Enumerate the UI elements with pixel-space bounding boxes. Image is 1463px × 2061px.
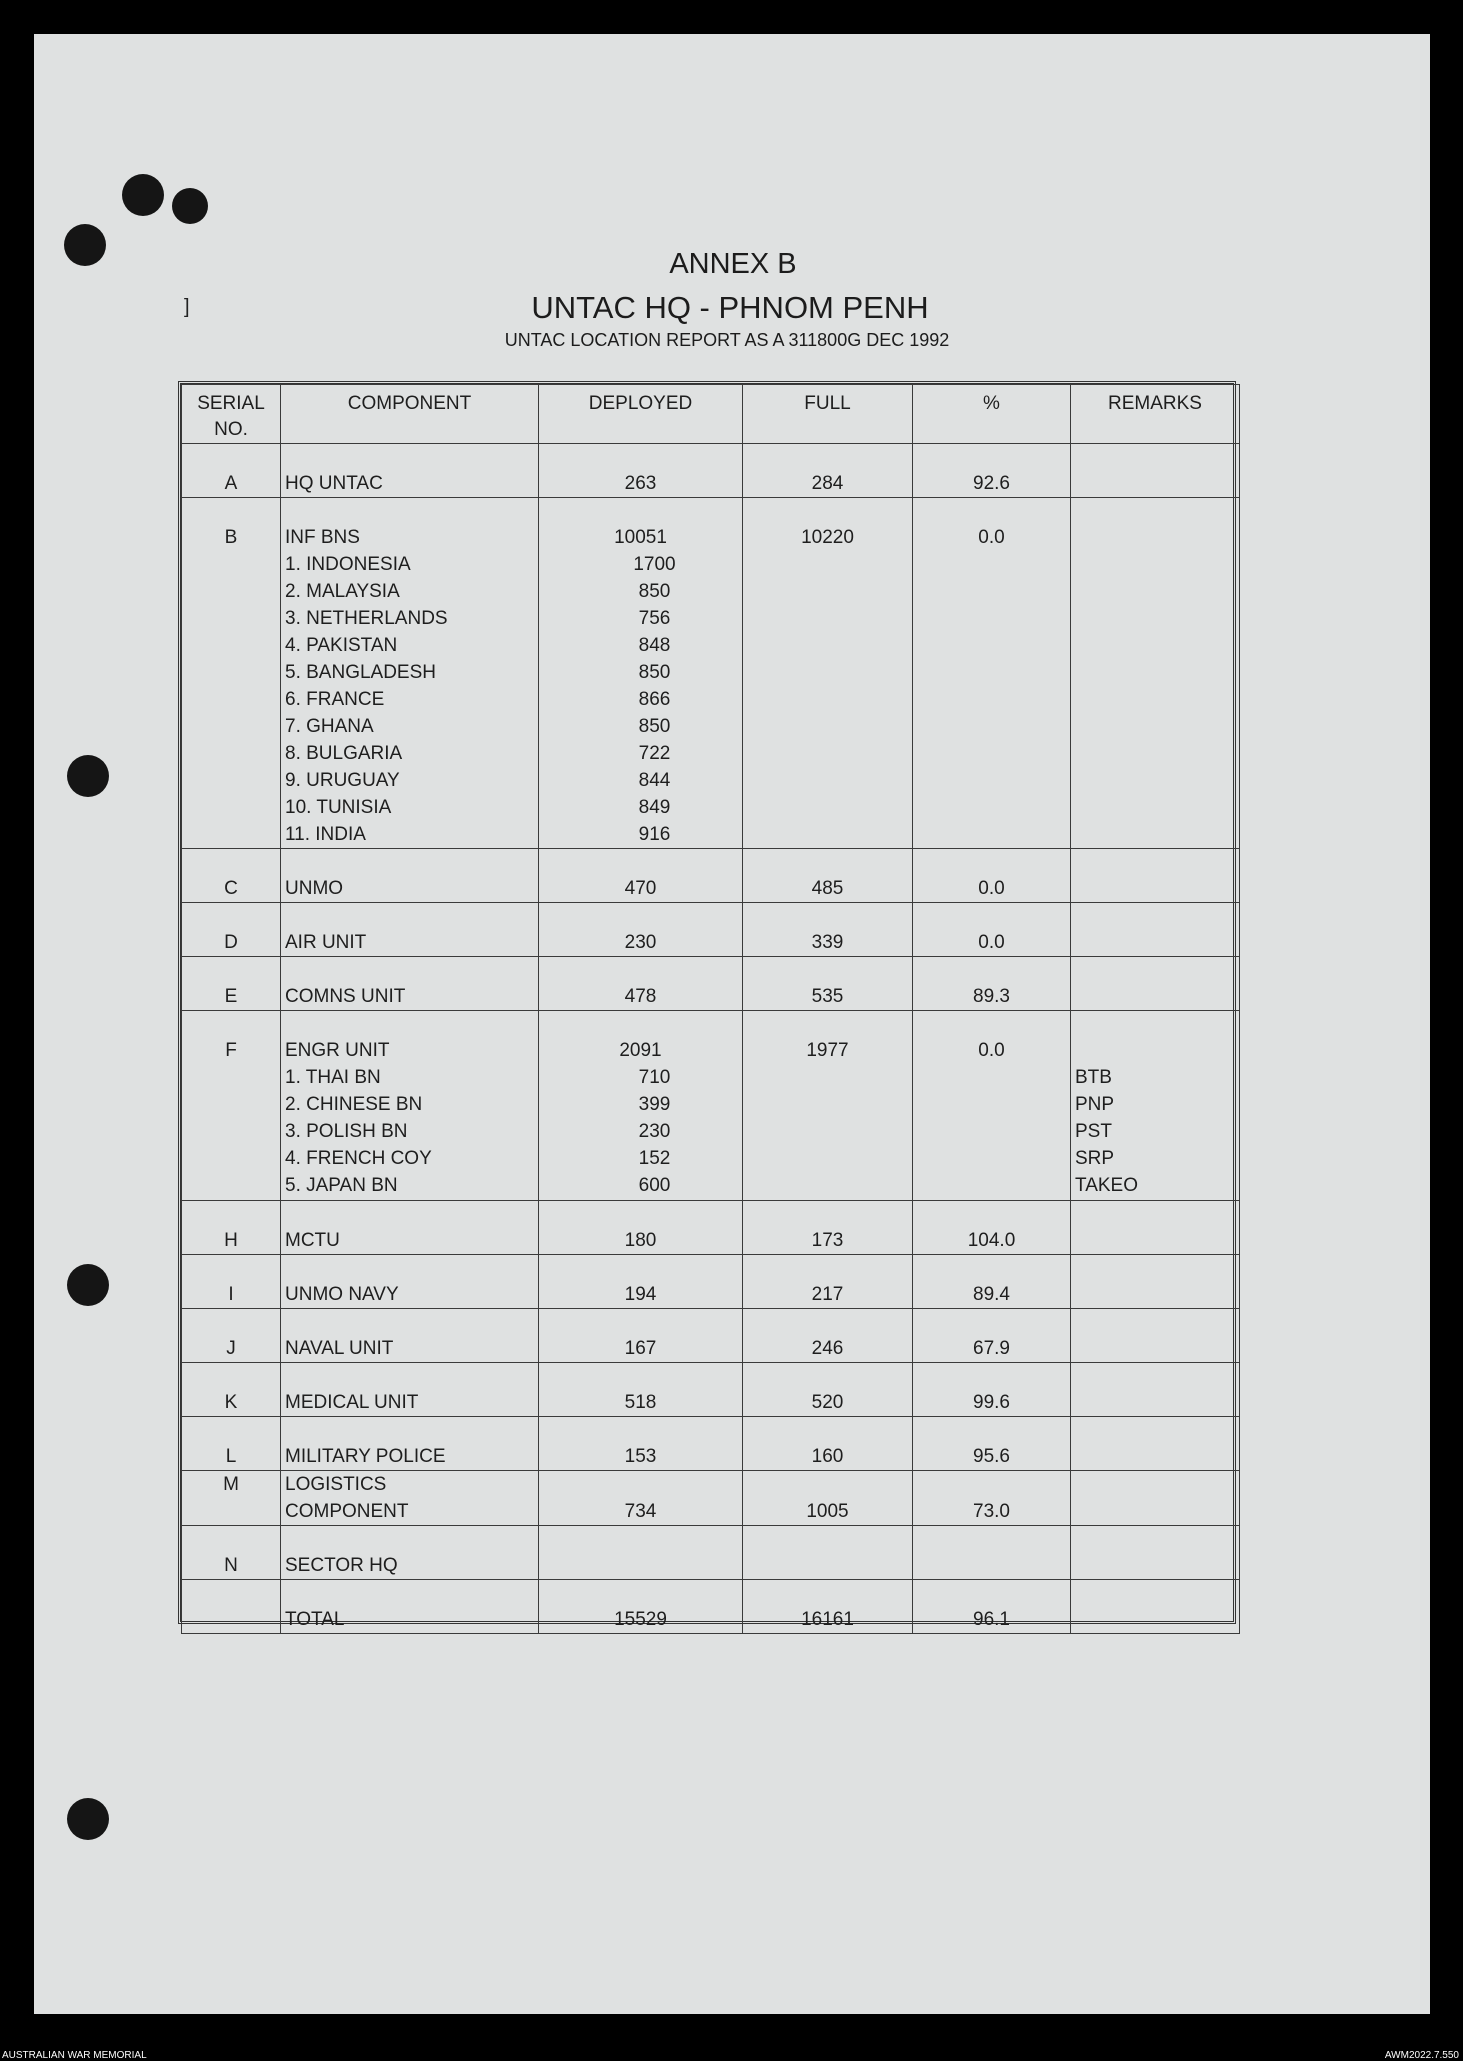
remark-empty	[1075, 659, 1239, 686]
sub-component-name: 3. POLISH BN	[285, 1121, 408, 1142]
table-row	[182, 957, 1240, 1011]
component-name: COMNS UNIT	[285, 986, 406, 1007]
full-cell	[743, 903, 913, 957]
component-name: LOGISTICS	[285, 1474, 387, 1495]
sub-component-name: 1. INDONESIA	[285, 554, 411, 575]
component-name: NAVAL UNIT	[285, 1338, 394, 1359]
component-cell	[281, 444, 539, 498]
deployed-value: 2091	[619, 1040, 662, 1061]
serial-cell	[182, 1417, 281, 1471]
remark-empty	[1075, 551, 1239, 578]
deployed-cell	[539, 1255, 743, 1309]
percent-value: 73.0	[973, 1501, 1010, 1522]
table-row	[182, 1471, 1240, 1526]
serial-cell	[182, 498, 281, 849]
remark-empty	[1075, 632, 1239, 659]
component-name: AIR UNIT	[285, 932, 367, 953]
component-name: INF BNS	[285, 527, 360, 548]
remarks-cell	[1071, 849, 1240, 903]
serial-cell	[182, 1011, 281, 1201]
percent-value: 92.6	[973, 473, 1010, 494]
remarks-empty	[1075, 1389, 1239, 1416]
punch-hole	[67, 1798, 109, 1840]
remarks-cell	[1071, 1201, 1240, 1255]
component-cell	[281, 1011, 539, 1201]
sub-deployed-value: 600	[638, 1175, 671, 1196]
percent-cell	[913, 1255, 1071, 1309]
percent-cell	[913, 498, 1071, 849]
sub-component-name: 6. FRANCE	[285, 689, 385, 710]
deployed-empty	[539, 1552, 742, 1579]
table-row	[182, 903, 1240, 957]
deployed-cell	[539, 444, 743, 498]
sub-component-name: 4. PAKISTAN	[285, 635, 398, 656]
full-cell	[743, 1417, 913, 1471]
remark-value: TAKEO	[1075, 1175, 1138, 1196]
table-row	[182, 1255, 1240, 1309]
serial-value: H	[224, 1230, 238, 1251]
component-cell	[281, 1201, 539, 1255]
deployed-value: 153	[624, 1446, 657, 1467]
sub-component-name: 4. FRENCH COY	[285, 1148, 432, 1169]
deployed-value: 230	[624, 932, 657, 953]
percent-cell	[913, 1417, 1071, 1471]
sub-component-name: 3. NETHERLANDS	[285, 608, 448, 629]
component-name: MEDICAL UNIT	[285, 1392, 419, 1413]
serial-value: I	[228, 1284, 234, 1305]
table-row	[182, 1417, 1240, 1471]
component-cell	[281, 1471, 539, 1526]
full-cell	[743, 444, 913, 498]
remarks-cell	[1071, 1309, 1240, 1363]
remarks-empty	[1075, 1037, 1239, 1064]
remark-empty	[1075, 713, 1239, 740]
remark-empty	[1075, 821, 1239, 848]
table-body	[182, 444, 1240, 1634]
deployed-cell	[539, 903, 743, 957]
percent-cell	[913, 1201, 1071, 1255]
percent-value: 95.6	[973, 1446, 1010, 1467]
full-value: 1005	[806, 1501, 849, 1522]
table-row	[182, 444, 1240, 498]
sub-component-name: 5. JAPAN BN	[285, 1175, 398, 1196]
sub-deployed-value: 722	[638, 743, 671, 764]
remarks-cell	[1071, 1011, 1240, 1201]
deployed-cell	[539, 1011, 743, 1201]
table-row	[182, 1580, 1240, 1634]
deployed-cell	[539, 1526, 743, 1580]
sub-deployed-value: 844	[638, 770, 671, 791]
serial-value: L	[225, 1446, 237, 1467]
remarks-cell	[1071, 1526, 1240, 1580]
full-value: 520	[811, 1392, 844, 1413]
remark-value: BTB	[1075, 1067, 1112, 1088]
serial-value: N	[224, 1555, 238, 1576]
document-title: UNTAC HQ - PHNOM PENH	[531, 290, 929, 325]
deployed-cell	[539, 1471, 743, 1526]
sub-component-name: 9. URUGUAY	[285, 770, 400, 791]
sub-deployed-value: 710	[638, 1067, 671, 1088]
serial-cell	[182, 1201, 281, 1255]
deployed-cell	[539, 1363, 743, 1417]
remarks-empty	[1075, 1443, 1239, 1470]
full-cell	[743, 1201, 913, 1255]
percent-cell	[913, 1580, 1071, 1634]
full-cell	[743, 1309, 913, 1363]
component-cell	[281, 903, 539, 957]
serial-value: F	[225, 1040, 237, 1061]
remarks-empty	[1075, 929, 1239, 956]
table-row	[182, 1363, 1240, 1417]
deployed-cell	[539, 498, 743, 849]
component-name: MILITARY POLICE	[285, 1446, 446, 1467]
full-cell	[743, 1526, 913, 1580]
full-value: 217	[811, 1284, 844, 1305]
serial-cell	[182, 1471, 281, 1526]
component-name: UNMO	[285, 878, 344, 899]
percent-value: 99.6	[973, 1392, 1010, 1413]
full-value: 1977	[806, 1040, 849, 1061]
deployed-value: 15529	[614, 1609, 667, 1630]
table-row	[182, 1201, 1240, 1255]
remarks-empty	[1075, 1335, 1239, 1362]
remarks-empty	[1075, 983, 1239, 1010]
document-page	[34, 34, 1430, 2014]
percent-value: 0.0	[978, 527, 1005, 548]
deployed-value: 470	[624, 878, 657, 899]
percent-cell	[913, 1471, 1071, 1526]
remarks-cell	[1071, 1471, 1240, 1526]
remarks-empty	[1075, 875, 1239, 902]
remarks-empty	[1075, 470, 1239, 497]
percent-value: 89.4	[973, 1284, 1010, 1305]
component-name: UNMO NAVY	[285, 1284, 399, 1305]
remark-empty	[1075, 578, 1239, 605]
component-cell	[281, 849, 539, 903]
annex-heading: ANNEX B	[669, 248, 797, 280]
document-subtitle: UNTAC LOCATION REPORT AS A 311800G DEC 1992	[504, 330, 950, 350]
serial-cell	[182, 1255, 281, 1309]
component-cell	[281, 1580, 539, 1634]
table-row	[182, 498, 1240, 849]
serial-value: M	[223, 1474, 239, 1495]
serial-cell	[182, 1363, 281, 1417]
percent-value: 89.3	[973, 986, 1010, 1007]
percent-cell	[913, 903, 1071, 957]
serial-cell	[182, 903, 281, 957]
sub-deployed-value: 1700	[633, 554, 676, 575]
table-row	[182, 1011, 1240, 1201]
table-row	[182, 849, 1240, 903]
remark-empty	[1075, 605, 1239, 632]
location-report-table	[178, 381, 1236, 1630]
full-cell	[743, 1011, 913, 1201]
deployed-cell	[539, 1580, 743, 1634]
full-cell	[743, 849, 913, 903]
remarks-empty	[1075, 1281, 1239, 1308]
component-cell	[281, 1309, 539, 1363]
component-cell	[281, 1526, 539, 1580]
remark-empty	[1075, 794, 1239, 821]
sub-component-name: 1. THAI BN	[285, 1067, 381, 1088]
percent-cell	[913, 1526, 1071, 1580]
table-header-row	[182, 385, 1240, 444]
remarks-empty	[1075, 1552, 1239, 1579]
full-value: 16161	[801, 1609, 854, 1630]
punch-hole	[67, 755, 109, 797]
sub-component-name: 11. INDIA	[285, 824, 366, 845]
component-name: SECTOR HQ	[285, 1555, 398, 1576]
percent-value: 67.9	[973, 1338, 1010, 1359]
full-cell	[743, 1255, 913, 1309]
full-cell	[743, 498, 913, 849]
deployed-cell	[539, 1309, 743, 1363]
full-value: 246	[811, 1338, 844, 1359]
remarks-empty	[1075, 524, 1239, 551]
remark-empty	[1075, 740, 1239, 767]
sub-deployed-value: 848	[638, 635, 671, 656]
full-value: 485	[811, 878, 844, 899]
remarks-cell	[1071, 1580, 1240, 1634]
header-deployed: DEPLOYED	[539, 385, 743, 444]
table-row	[182, 1309, 1240, 1363]
serial-value: K	[224, 1392, 238, 1413]
serial-value: C	[224, 878, 238, 899]
percent-value: 0.0	[978, 1040, 1005, 1061]
remarks-cell	[1071, 498, 1240, 849]
remarks-cell	[1071, 957, 1240, 1011]
deployed-value: 194	[624, 1284, 657, 1305]
sub-component-name: 8. BULGARIA	[285, 743, 403, 764]
header-percent: %	[913, 385, 1071, 444]
full-cell	[743, 1363, 913, 1417]
punch-hole	[122, 174, 164, 216]
remark-value: PST	[1075, 1121, 1112, 1142]
percent-value: 0.0	[978, 878, 1005, 899]
remark-value: SRP	[1075, 1148, 1115, 1169]
percent-value: 0.0	[978, 932, 1005, 953]
component-cell	[281, 498, 539, 849]
serial-value: B	[224, 527, 238, 548]
footer-left-credit: AUSTRALIAN WAR MEMORIAL	[2, 2050, 147, 2061]
sub-component-name: 7. GHANA	[285, 716, 374, 737]
component-cell	[281, 1255, 539, 1309]
serial-cell	[182, 957, 281, 1011]
percent-cell	[913, 849, 1071, 903]
serial-value: E	[224, 986, 238, 1007]
remarks-empty	[1075, 1227, 1239, 1254]
remarks-empty	[1075, 1606, 1239, 1633]
percent-cell	[913, 444, 1071, 498]
deployed-value: 734	[624, 1501, 657, 1522]
serial-cell	[182, 849, 281, 903]
remarks-cell	[1071, 1255, 1240, 1309]
full-cell	[743, 1580, 913, 1634]
remark-value: PNP	[1075, 1094, 1115, 1115]
sub-deployed-value: 850	[638, 662, 671, 683]
deployed-cell	[539, 957, 743, 1011]
full-value: 160	[811, 1446, 844, 1467]
sub-deployed-value: 850	[638, 581, 671, 602]
deployed-value: 518	[624, 1392, 657, 1413]
deployed-cell	[539, 849, 743, 903]
table-row	[182, 1526, 1240, 1580]
header-component: COMPONENT	[281, 385, 539, 444]
component-name: MCTU	[285, 1230, 340, 1251]
sub-deployed-value: 916	[638, 824, 671, 845]
serial-cell	[182, 1526, 281, 1580]
component-name-continued: COMPONENT	[285, 1501, 409, 1522]
remarks-empty	[1075, 1497, 1239, 1524]
full-value: 173	[811, 1230, 844, 1251]
deployed-value: 263	[624, 473, 657, 494]
margin-mark: ]	[184, 296, 190, 318]
serial-cell	[182, 1580, 281, 1634]
deployed-cell	[539, 1417, 743, 1471]
sub-deployed-value: 152	[638, 1148, 671, 1169]
percent-value: 96.1	[973, 1609, 1010, 1630]
sub-deployed-value: 866	[638, 689, 671, 710]
sub-deployed-value: 849	[638, 797, 671, 818]
sub-component-name: 5. BANGLADESH	[285, 662, 436, 683]
serial-value: J	[226, 1338, 236, 1359]
remarks-cell	[1071, 1417, 1240, 1471]
serial-value: D	[224, 932, 238, 953]
header-remarks: REMARKS	[1071, 385, 1240, 444]
full-value: 284	[811, 473, 844, 494]
full-value: 339	[811, 932, 844, 953]
remarks-cell	[1071, 903, 1240, 957]
deployed-value: 180	[624, 1230, 657, 1251]
deployed-cell	[539, 1201, 743, 1255]
header-full: FULL	[743, 385, 913, 444]
component-cell	[281, 957, 539, 1011]
deployed-value: 478	[624, 986, 657, 1007]
component-cell	[281, 1363, 539, 1417]
sub-deployed-value: 756	[638, 608, 671, 629]
serial-value: A	[224, 473, 238, 494]
percent-value: 104.0	[967, 1230, 1016, 1251]
punch-hole	[172, 188, 208, 224]
header-serial: SERIAL NO.	[182, 385, 281, 444]
full-cell	[743, 957, 913, 1011]
deployed-value: 10051	[614, 527, 667, 548]
full-value: 535	[811, 986, 844, 1007]
component-cell	[281, 1417, 539, 1471]
percent-cell	[913, 1309, 1071, 1363]
serial-cell	[182, 1309, 281, 1363]
full-value: 10220	[801, 527, 854, 548]
serial-cell	[182, 444, 281, 498]
percent-cell	[913, 957, 1071, 1011]
footer-right-reference: AWM2022.7.550	[1384, 2050, 1459, 2061]
percent-cell	[913, 1363, 1071, 1417]
deployed-value: 167	[624, 1338, 657, 1359]
remarks-cell	[1071, 1363, 1240, 1417]
remark-empty	[1075, 686, 1239, 713]
component-name: TOTAL	[285, 1609, 345, 1630]
sub-component-name: 2. MALAYSIA	[285, 581, 400, 602]
sub-component-name: 10. TUNISIA	[285, 797, 392, 818]
full-cell	[743, 1471, 913, 1526]
sub-component-name: 2. CHINESE BN	[285, 1094, 423, 1115]
punch-hole	[67, 1264, 109, 1306]
percent-cell	[913, 1011, 1071, 1201]
sub-deployed-value: 230	[638, 1121, 671, 1142]
sub-deployed-value: 399	[638, 1094, 671, 1115]
sub-deployed-value: 850	[638, 716, 671, 737]
remarks-cell	[1071, 444, 1240, 498]
component-name: ENGR UNIT	[285, 1040, 390, 1061]
remark-empty	[1075, 767, 1239, 794]
component-name: HQ UNTAC	[285, 473, 383, 494]
